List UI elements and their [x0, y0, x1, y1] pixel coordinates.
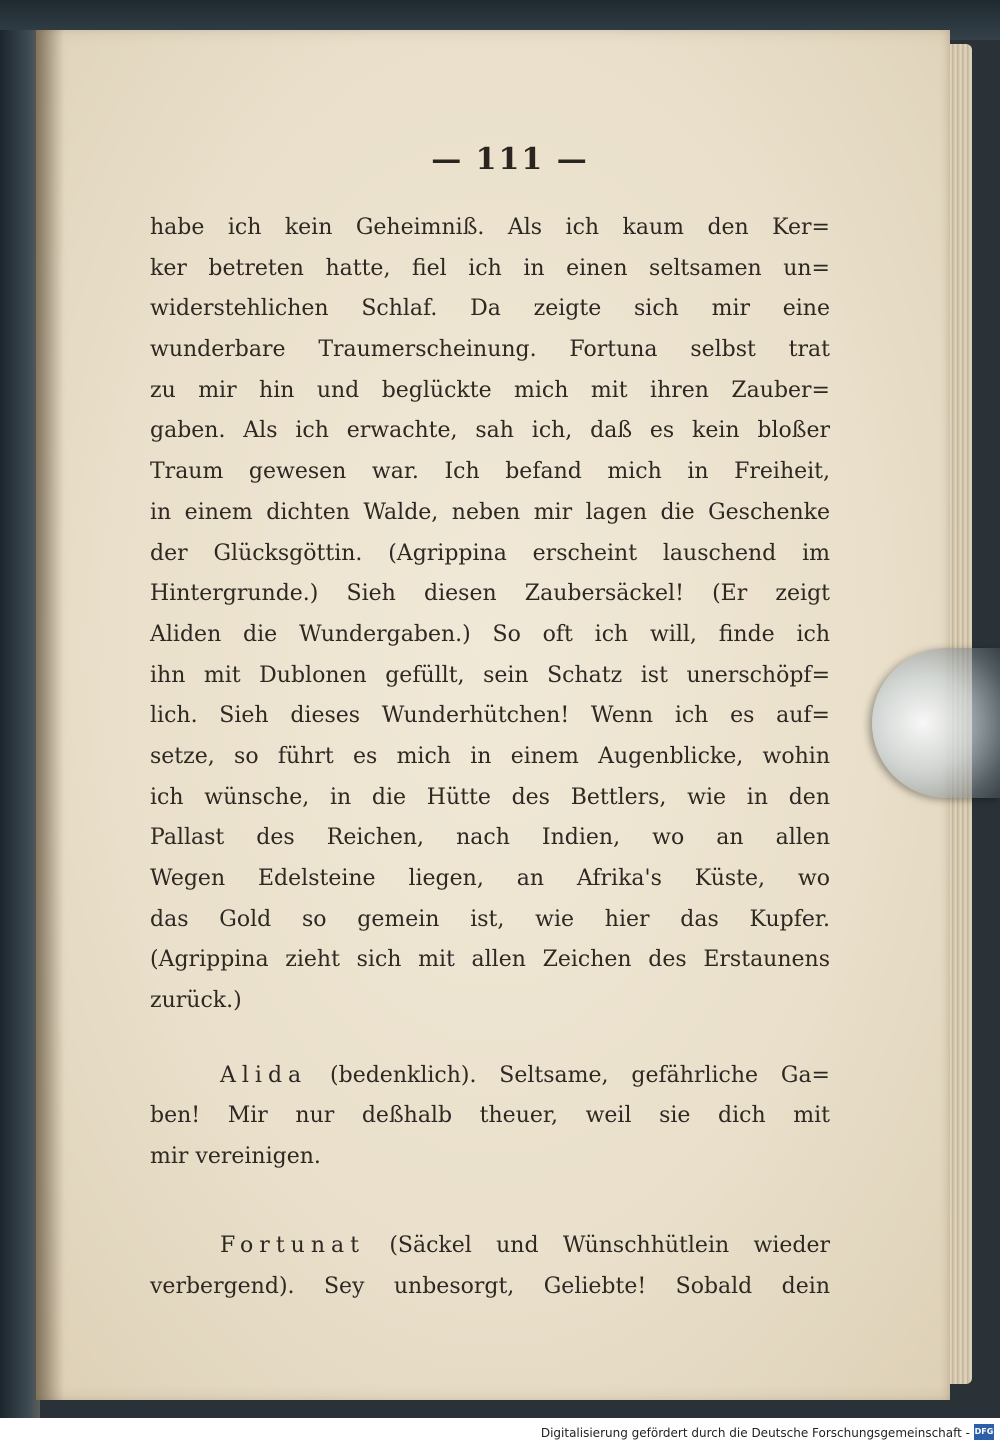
text-line: Hintergrunde.) Sieh diesen Zaubersäckel! (Er zeigt: [150, 581, 830, 607]
text-line: lich. Sieh dieses Wunderhütchen! Wenn ich es auf=: [150, 703, 830, 729]
text-line: zurück.): [150, 988, 242, 1014]
text-line: Aliden die Wundergaben.) So oft ich will, finde ich: [150, 621, 830, 647]
text-line: Wegen Edelsteine liegen, an Afrika's Küste, wo: [150, 866, 830, 891]
speaker-name: Fortunat: [220, 1232, 365, 1258]
page-number: — 111 —: [431, 142, 589, 177]
text-line: Traum gewesen war. Ich befand mich in Freiheit,: [150, 459, 830, 485]
text-line: ihn mit Dublonen gefüllt, sein Schatz ist unerschöpf=: [150, 662, 830, 688]
speech-line: [150, 1226, 830, 1267]
text-line: ben! Mir nur deßhalb theuer, weil sie dich mit: [150, 1103, 830, 1129]
footer-credit: Digitalisierung gefördert durch die Deutsche Forschungsgemeinschaft -: [540, 1426, 970, 1440]
text-segment: (Säckel und Wünschhütlein wieder: [389, 1232, 830, 1258]
text-line: habe ich kein Geheimniß. Als ich kaum den Ker=: [150, 215, 830, 240]
text-line: wunderbare Traumerscheinung. Fortuna selbst trat: [150, 337, 830, 363]
book-cover-left: [0, 30, 40, 1418]
text-line: ker betreten hatte, fiel ich in einen seltsamen un=: [150, 255, 830, 281]
text-segment: (bedenklich). Seltsame, gefährliche Ga=: [330, 1062, 830, 1088]
digitization-footer: [0, 1418, 1000, 1451]
dfg-logo-icon: DFG: [974, 1424, 994, 1440]
speaker-name: Alida: [220, 1062, 308, 1088]
text-line: setze, so führt es mich in einem Augenblicke, wohin: [150, 743, 830, 769]
text-line: verbergend). Sey unbesorgt, Geliebte! Sobald dein: [150, 1273, 830, 1299]
paragraph-gap: [150, 1022, 830, 1056]
page-text: [150, 208, 830, 1307]
text-line: zu mir hin und beglückte mich mit ihren Zauber=: [150, 377, 830, 403]
text-line: Pallast des Reichen, nach Indien, wo an allen: [150, 825, 830, 851]
text-line: ich wünsche, in die Hütte des Bettlers, wie in den: [150, 784, 830, 810]
text-line: der Glücksgöttin. (Agrippina erscheint lauschend im: [150, 540, 830, 566]
text-line: gaben. Als ich erwachte, sah ich, daß es kein bloßer: [150, 418, 830, 444]
text-line: das Gold so gemein ist, wie hier das Kupfer.: [150, 906, 830, 932]
text-line: widerstehlichen Schlaf. Da zeigte sich mir eine: [150, 296, 830, 322]
paragraph-gap: [150, 1178, 830, 1226]
text-line: mir vereinigen.: [150, 1144, 321, 1170]
page-gutter: [36, 30, 64, 1400]
text-line: (Agrippina zieht sich mit allen Zeichen des Erstaunens: [150, 947, 830, 973]
speech-line: [150, 1056, 830, 1097]
text-line: in einem dichten Walde, neben mir lagen die Geschenke: [150, 499, 830, 525]
